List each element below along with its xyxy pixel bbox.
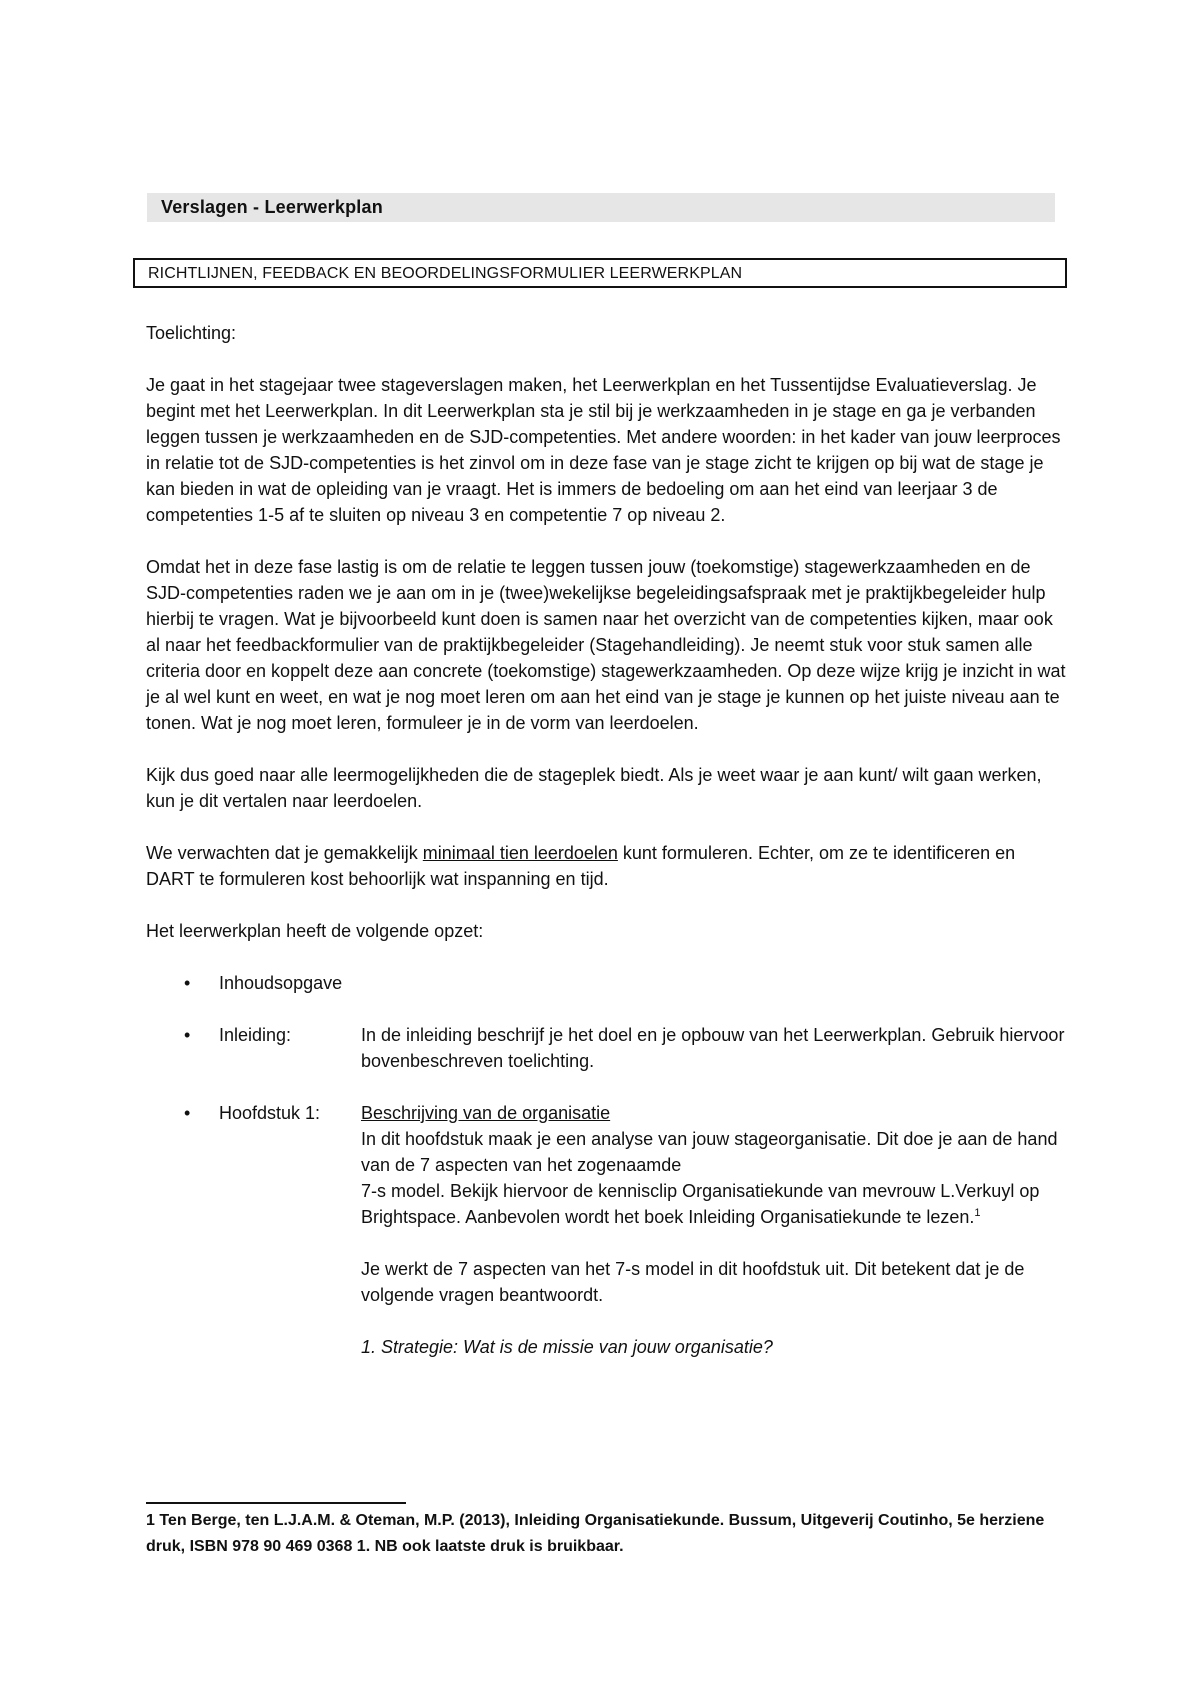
body-content xyxy=(146,320,1066,1386)
chapter-heading: Beschrijving van de organisatie xyxy=(361,1103,611,1123)
footnote-reference[interactable]: 1 xyxy=(974,1207,981,1219)
setup-list xyxy=(146,970,1066,1360)
list-item xyxy=(146,1022,1066,1074)
chapter-question-1: 1. Strategie: Wat is de missie van jouw organisatie? xyxy=(361,1337,773,1357)
expectation-paragraph xyxy=(146,840,1066,892)
list-item-label: Inhoudsopgave xyxy=(219,973,343,993)
section-header-title: Verslagen - Leerwerkplan xyxy=(161,197,383,217)
expectation-underlined: minimaal tien leerdoelen xyxy=(422,843,618,863)
bullet-icon: • xyxy=(184,973,191,993)
list-item xyxy=(146,970,1066,996)
chapter-text-2-body: 7-s model. Bekijk hiervoor de kennisclip Organisatiekunde van mevrouw L.Verkuyl op Brightspace. Aanbevolen wordt het boek Inleiding Organisatiekunde te lezen. xyxy=(361,1181,1040,1227)
paragraph-1: Je gaat in het stagejaar twee stageverslagen maken, het Leerwerkplan en het Tussentijdse Evaluatieverslag. Je begint met het Leerwerkplan. In dit Leerwerkplan sta je stil bij je werkzaamheden in je stage en ga je verbanden leggen tussen je werkzaamheden en de SJD-competenties. Met andere woorden: in het kader van jouw leerproces in relatie tot de SJD-competenties is het zinvol om in deze fase van je stage zicht te krijgen op bij wat de stage je kan bieden in wat de opleiding van je vraagt. Het is immers de bedoeling om aan het eind van leerjaar 3 de competenties 1-5 af te sluiten op niveau 3 en competentie 7 op niveau 2. xyxy=(146,375,1061,525)
chapter-text-3: Je werkt de 7 aspecten van het 7-s model in dit hoofdstuk uit. Dit betekent dat je de volgende vragen beantwoordt. xyxy=(361,1259,1025,1305)
bullet-icon: • xyxy=(184,1025,191,1045)
paragraph-3: Kijk dus goed naar alle leermogelijkheden die de stageplek biedt. Als je weet waar je aan kunt/ wilt gaan werken, kun je dit vertalen naar leerdoelen. xyxy=(146,765,1042,811)
chapter-text-1: In dit hoofdstuk maak je een analyse van jouw stageorganisatie. Dit doe je aan de hand van de 7 aspecten van het zogenaamde xyxy=(361,1129,1058,1175)
list-item-label: Inleiding: xyxy=(219,1025,292,1045)
boxed-title-text: RICHTLIJNEN, FEEDBACK EN BEOORDELINGSFORMULIER LEERWERKPLAN xyxy=(148,265,743,282)
bullet-icon: • xyxy=(184,1103,191,1123)
expectation-before: We verwachten dat je gemakkelijk xyxy=(146,843,423,863)
toelichting-label: Toelichting: xyxy=(146,323,237,343)
footnote-text: 1 Ten Berge, ten L.J.A.M. & Oteman, M.P. (2013), Inleiding Organisatiekunde. Bussum, Uitgeverij Coutinho, 5e herziene druk, ISBN 978 90 469 0368 1. NB ook laatste druk is bruikbaar. xyxy=(146,1512,1045,1555)
list-item-text: In de inleiding beschrijf je het doel en je opbouw van het Leerwerkplan. Gebruik hiervoor bovenbeschreven toelichting. xyxy=(361,1025,1065,1071)
paragraph-2: Omdat het in deze fase lastig is om de relatie te leggen tussen jouw (toekomstige) stagewerkzaamheden en de SJD-competenties raden we je aan om in je (twee)wekelijkse begeleidingsafspraak met je praktijkbegeleider hulp hierbij te vragen. Wat je bijvoorbeeld kunt doen is samen naar het overzicht van de competenties kijken, maar ook al naar het feedbackformulier van de praktijkbegeleider (Stagehandleiding). Je neemt stuk voor stuk samen alle criteria door en koppelt deze aan concrete (toekomstige) stagewerkzaamheden. Op deze wijze krijg je inzicht in wat je al wel kunt en weet, en wat je nog moet leren om aan het eind van je stage je kunnen op het juiste niveau aan te tonen. Wat je nog moet leren, formuleer je in de vorm van leerdoelen. xyxy=(146,557,1066,733)
setup-intro: Het leerwerkplan heeft de volgende opzet: xyxy=(146,921,484,941)
footnote-divider xyxy=(146,1502,406,1504)
chapter-text-2 xyxy=(361,1178,1066,1230)
section-header xyxy=(147,193,1055,222)
list-item-label: Hoofdstuk 1: xyxy=(219,1103,321,1123)
list-item xyxy=(146,1100,1066,1360)
expectation-after: kunt formuleren. Echter, om ze te identificeren en DART te formuleren kost behoorlijk wat inspanning en tijd. xyxy=(146,843,1016,889)
boxed-title xyxy=(133,258,1067,288)
